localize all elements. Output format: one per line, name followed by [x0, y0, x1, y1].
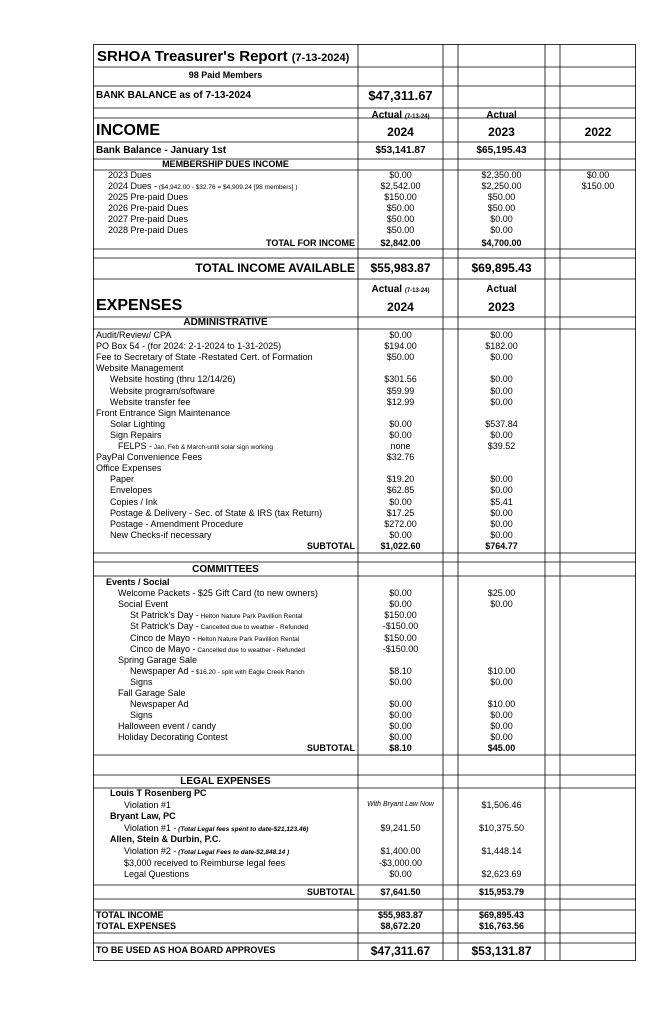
income-total-2024: $2,842.00 — [380, 238, 421, 248]
row-label: Cinco de Mayo - Helton Nature Park Pavillion Rental — [130, 632, 300, 643]
board-approves-2024: $47,311.67 — [370, 944, 431, 958]
expenses-actual-label: Actual (7-13-24) — [371, 284, 430, 295]
row-label: 2026 Pre-paid Dues — [108, 203, 189, 213]
row-note: ($4,942.00 - $32.76 = $4,909.24 [98 members] ) — [157, 184, 298, 191]
value-2023: $0.00 — [490, 474, 513, 485]
admin-subtotal-2023: $764.77 — [485, 541, 518, 551]
value-2023: $0.00 — [490, 396, 513, 407]
committees-subtotal-2024: $8.10 — [389, 743, 412, 753]
row-label: Cinco de Mayo - Cancelled due to weather - Refunded — [130, 643, 306, 654]
value-2023: $0.00 — [490, 518, 513, 529]
row-label: PO Box 54 - (for 2024: 2-1-2024 to 1-31-2025) — [96, 341, 282, 352]
row-label: Front Entrance Sign Maintenance — [96, 407, 231, 418]
value-2024: $19.20 — [386, 474, 415, 485]
income-actual-2023-label: Actual — [486, 110, 517, 121]
income-title: INCOME — [96, 122, 160, 139]
value-2023: $25.00 — [487, 588, 516, 599]
bank-jan-2024: $53,141.87 — [375, 145, 426, 156]
row-label: Website Management — [96, 363, 184, 374]
value-2024: $0.00 — [389, 676, 412, 687]
value-2024: $17.25 — [386, 507, 415, 518]
value-2024: $50.00 — [386, 214, 415, 224]
row-label: Postage & Delivery - Sec. of State & IRS (tax Return) — [110, 507, 323, 518]
value-2023: $10.00 — [487, 699, 516, 710]
legal-subtotal-2023: $15,953.79 — [478, 887, 525, 897]
row-label: Social Event — [118, 599, 169, 610]
value-2023: $0.00 — [490, 485, 513, 496]
value-2024: $0.00 — [389, 699, 412, 710]
row-label: Events / Social — [106, 577, 170, 587]
value-2023: $50.00 — [487, 192, 516, 202]
expenses-year-2023: 2023 — [488, 300, 515, 314]
value-2024: With Bryant Law Now — [367, 800, 434, 808]
row-label: Newspaper Ad — [130, 699, 189, 710]
income-total-label: TOTAL FOR INCOME — [266, 238, 355, 248]
income-available-label: TOTAL INCOME AVAILABLE — [195, 261, 355, 275]
value-2024: $62.85 — [386, 485, 415, 496]
row-label: St Patrick's Day - Cancelled due to weather - Refunded — [130, 621, 309, 632]
row-label: 2028 Pre-paid Dues — [108, 225, 189, 235]
row-label: 2027 Pre-paid Dues — [108, 214, 189, 224]
dues-header: MEMBERSHIP DUES INCOME — [162, 159, 289, 169]
expenses-year-2024: 2024 — [387, 300, 414, 314]
row-note: Jan, Feb & March-until solar sign working — [152, 444, 274, 451]
legal-subtotal-label: SUBTOTAL — [306, 887, 355, 897]
committees-subtotal-label: SUBTOTAL — [306, 743, 355, 753]
row-label: Paper — [110, 474, 135, 485]
value-2024: $1,400.00 — [380, 846, 421, 856]
value-2023: $0.00 — [490, 330, 513, 340]
value-2023: $0.00 — [490, 710, 513, 721]
legal-subtotal-2024: $7,641.50 — [380, 887, 421, 897]
income-year-2024: 2024 — [387, 125, 414, 139]
value-2022: $0.00 — [586, 170, 610, 180]
income-available-2023: $69,895.43 — [471, 261, 532, 275]
total-expenses-label: TOTAL EXPENSES — [96, 921, 177, 931]
row-label: Sign Repairs — [110, 429, 162, 440]
value-2024: $0.00 — [389, 529, 412, 540]
value-2024: $194.00 — [384, 341, 417, 352]
value-2023: $0.00 — [490, 599, 513, 610]
value-2023: $0.00 — [490, 225, 513, 235]
row-label: 2025 Pre-paid Dues — [108, 192, 189, 202]
expenses-actual-2023-label: Actual — [486, 284, 517, 295]
row-label: Fee to Secretary of State -Restated Cert. of Formation — [96, 352, 313, 363]
row-label: Spring Garage Sale — [118, 654, 198, 665]
income-total-2023: $4,700.00 — [481, 238, 522, 248]
value-2024: -$150.00 — [382, 621, 419, 632]
value-2024: $0.00 — [389, 710, 412, 721]
bank-jan-2023: $65,195.43 — [476, 145, 527, 156]
value-2023: $2,623.69 — [481, 869, 522, 880]
total-expenses-2023: $16,763.56 — [478, 921, 525, 931]
value-2024: $0.00 — [389, 588, 412, 599]
value-2024: $272.00 — [384, 518, 417, 529]
value-2023: $50.00 — [487, 203, 516, 213]
board-approves-label: TO BE USED AS HOA BOARD APPROVES — [96, 945, 276, 955]
value-2024: $150.00 — [384, 632, 417, 643]
value-2023: $0.00 — [490, 529, 513, 540]
board-approves-2023: $53,131.87 — [471, 944, 532, 958]
value-2023: $2,350.00 — [481, 170, 522, 180]
income-year-2023: 2023 — [488, 125, 515, 139]
row-label: Violation #1 — [124, 799, 171, 810]
row-label: Newspaper Ad - $16.20 - split with Eagle Creek Ranch — [130, 665, 305, 676]
row-note: Cancelled due to weather - Refunded — [198, 624, 309, 632]
expenses-title: EXPENSES — [96, 297, 183, 314]
row-label: PayPal Convenience Fees — [96, 452, 203, 463]
total-expenses-2024: $8,672.20 — [380, 921, 421, 931]
row-label: Signs — [130, 676, 153, 687]
value-2023: $10.00 — [487, 665, 516, 676]
row-label: FELPS - Jan, Feb & March-until solar sign working — [118, 441, 274, 451]
value-2023: $0.00 — [490, 732, 513, 743]
value-2024: $0.00 — [389, 721, 412, 732]
row-label: Violation #2 - (Total Legal Fees to date-$2,848.14 ) — [124, 846, 290, 856]
income-year-2022: 2022 — [584, 125, 612, 139]
row-label: Fall Garage Sale — [118, 688, 186, 698]
value-2024: $150.00 — [384, 192, 417, 202]
value-2023: $10,375.50 — [478, 822, 525, 833]
row-label: Legal Questions — [124, 869, 190, 880]
value-2023: $0.00 — [490, 385, 513, 396]
value-2023: $537.84 — [485, 418, 518, 429]
value-2024: $0.00 — [389, 869, 412, 880]
value-2024: $32.76 — [386, 452, 415, 463]
row-note: $16.20 - split with Eagle Creek Ranch — [194, 668, 305, 676]
row-label: 2024 Dues - ($4,942.00 - $32.76 = $4,909.24 [98 members] ) — [108, 181, 298, 191]
row-label: New Checks-if necessary — [110, 529, 212, 540]
value-2024: $150.00 — [384, 610, 417, 621]
row-label: St Patrick's Day - Helton Nature Park Pavillion Rental — [130, 610, 303, 621]
row-label: $3,000 received to Reimburse legal fees — [124, 857, 286, 868]
value-2024: none — [390, 441, 411, 451]
admin-subtotal-2024: $1,022.60 — [380, 541, 421, 551]
value-2024: $0.00 — [389, 496, 412, 507]
row-label: Audit/Review/ CPA — [96, 330, 172, 340]
row-label: Office Expenses — [96, 463, 162, 474]
row-label: Holiday Decorating Contest — [118, 732, 228, 743]
value-2023: $39.52 — [487, 441, 516, 451]
paid-members: 98 Paid Members — [188, 70, 263, 80]
row-label: Allen, Stein & Durbin, P.C. — [110, 834, 221, 845]
value-2023: $0.00 — [490, 721, 513, 732]
row-label: Louis T Rosenberg PC — [110, 788, 207, 798]
total-income-2023: $69,895.43 — [478, 910, 525, 920]
row-label: Website program/software — [110, 385, 215, 396]
row-note: Helton Nature Park Pavillion Rental — [195, 635, 300, 643]
value-2024: $0.00 — [389, 170, 412, 180]
value-2024: $8.10 — [389, 665, 412, 676]
value-2023: $0.00 — [490, 214, 513, 224]
value-2024: $50.00 — [386, 225, 415, 235]
value-2024: $12.99 — [386, 396, 415, 407]
row-label: Solar Lighting — [110, 418, 166, 429]
report-title: SRHOA Treasurer's Report (7-13-2024) — [97, 48, 350, 65]
value-2023: $1,448.14 — [481, 846, 522, 856]
row-label: Bryant Law, PC — [110, 811, 176, 822]
income-available-2024: $55,983.87 — [370, 261, 431, 275]
value-2024: -$3,000.00 — [378, 857, 423, 868]
total-income-2024: $55,983.87 — [377, 910, 424, 920]
bank-balance-label: BANK BALANCE as of 7-13-2024 — [96, 90, 252, 101]
value-2024: $59.99 — [386, 385, 415, 396]
value-2023: $5.41 — [490, 496, 513, 507]
row-label: Postage - Amendment Procedure — [110, 518, 244, 529]
row-label: 2023 Dues — [108, 170, 152, 180]
row-label: Envelopes — [110, 485, 153, 496]
value-2024: $2,542.00 — [380, 181, 421, 191]
row-label: Halloween event / candy — [118, 721, 217, 732]
value-2023: $0.00 — [490, 676, 513, 687]
committees-subtotal-2023: $45.00 — [487, 743, 516, 753]
value-2024: $0.00 — [389, 330, 412, 340]
bank-balance-value: $47,311.67 — [368, 88, 433, 103]
admin-header: ADMINISTRATIVE — [183, 317, 268, 328]
legal-header: LEGAL EXPENSES — [180, 776, 271, 787]
admin-subtotal-label: SUBTOTAL — [306, 541, 355, 551]
bank-jan-label: Bank Balance - January 1st — [96, 145, 227, 156]
row-label: Welcome Packets - $25 Gift Card (to new owners) — [118, 588, 318, 599]
row-note: (Total Legal fees spent to date-$21,123.46) — [176, 825, 309, 833]
value-2023: $182.00 — [485, 341, 518, 352]
row-note: (Total Legal Fees to date-$2,848.14 ) — [176, 849, 290, 856]
value-2023: $0.00 — [490, 374, 513, 385]
row-label: Copies / Ink — [110, 496, 158, 507]
value-2023: $1,506.46 — [481, 799, 522, 810]
value-2023: $0.00 — [490, 507, 513, 518]
value-2024: $50.00 — [386, 352, 415, 363]
value-2024: -$150.00 — [382, 643, 419, 654]
row-label: Signs — [130, 710, 153, 721]
row-note: Cancelled due to weather - Refunded — [195, 646, 306, 654]
value-2024: $0.00 — [389, 599, 412, 610]
value-2024: $9,241.50 — [380, 822, 421, 833]
total-income-label: TOTAL INCOME — [96, 910, 164, 920]
committees-header: COMMITTEES — [192, 564, 259, 575]
row-label: Violation #1 - (Total Legal fees spent to date-$21,123.46) — [124, 822, 309, 833]
value-2024: $301.56 — [384, 374, 417, 385]
value-2023: $0.00 — [490, 429, 513, 440]
value-2024: $0.00 — [389, 429, 412, 440]
value-2022: $150.00 — [581, 181, 615, 191]
row-label: Website transfer fee — [110, 396, 191, 407]
income-actual-label: Actual (7-13-24) — [371, 110, 430, 121]
value-2024: $0.00 — [389, 732, 412, 743]
value-2024: $50.00 — [386, 203, 415, 213]
value-2023: $2,250.00 — [481, 181, 522, 191]
value-2024: $0.00 — [389, 418, 412, 429]
row-note: Helton Nature Park Pavillion Rental — [198, 613, 303, 621]
row-label: Website hosting (thru 12/14/26) — [110, 374, 236, 385]
value-2023: $0.00 — [490, 352, 513, 363]
